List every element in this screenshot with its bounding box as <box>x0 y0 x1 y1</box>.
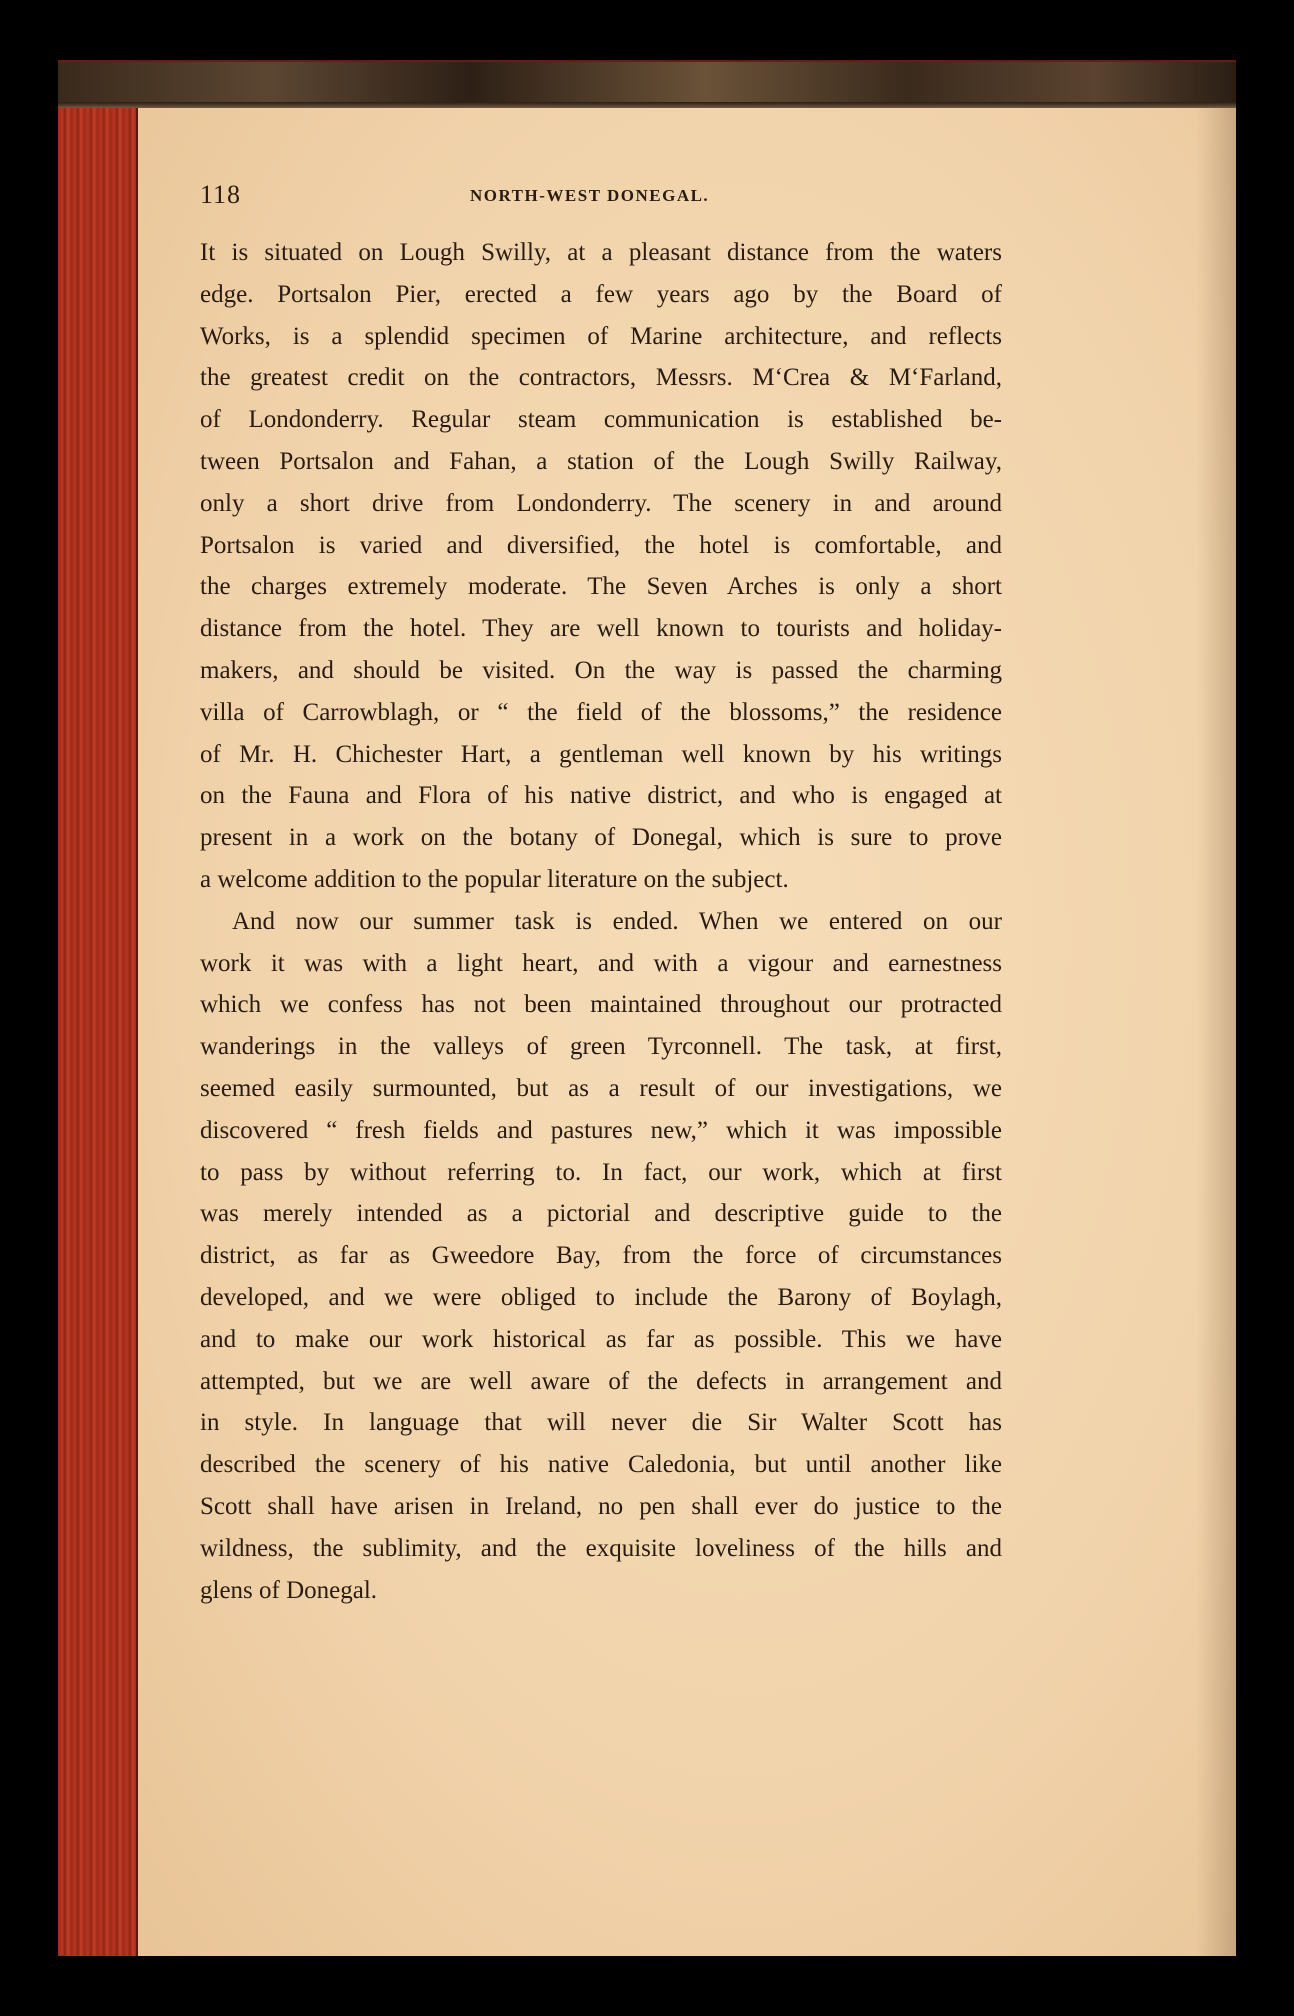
text-line: villa of Carrowblagh, or “ the field of the blossoms,” the residence <box>200 698 1002 726</box>
body-text <box>200 232 1002 1611</box>
text-line: wanderings in the valleys of green Tyrconnell. The task, at first, <box>200 1033 1002 1061</box>
text-line: which we confess has not been maintained throughout our protracted <box>200 991 1002 1019</box>
text-line: was merely intended as a pictorial and descriptive guide to the <box>200 1200 1002 1228</box>
text-line: seemed easily surmounted, but as a result of our investigations, we <box>200 1074 1002 1102</box>
running-title: NORTH-WEST DONEGAL. <box>470 186 710 205</box>
text-line: And now our summer task is ended. When we entered on our <box>232 907 1002 935</box>
text-line: Scott shall have arisen in Ireland, no pen shall ever do justice to the <box>200 1492 1002 1520</box>
text-line: district, as far as Gweedore Bay, from the force of circumstances <box>200 1242 1002 1270</box>
text-line: only a short drive from Londonderry. The scenery in and around <box>200 489 1002 517</box>
text-line: glens of Donegal. <box>200 1576 378 1604</box>
text-line: and to make our work historical as far as possible. This we have <box>200 1325 1002 1353</box>
page-number: 118 <box>200 180 242 209</box>
text-line: a welcome addition to the popular literature on the subject. <box>200 865 789 893</box>
text-line: of Mr. H. Chichester Hart, a gentleman well known by his writings <box>200 740 1002 768</box>
text-line: the greatest credit on the contractors, Messrs. M‘Crea & M‘Farland, <box>200 364 1002 392</box>
text-line: attempted, but we are well aware of the defects in arrangement and <box>200 1367 1002 1395</box>
text-line: tween Portsalon and Fahan, a station of the Lough Swilly Railway, <box>200 447 1002 475</box>
paragraph-1 <box>200 232 1002 901</box>
text-line: work it was with a light heart, and with a vigour and earnestness <box>200 949 1002 977</box>
text-line: in style. In language that will never die Sir Walter Scott has <box>200 1409 1002 1437</box>
text-line: developed, and we were obliged to include the Barony of Boylagh, <box>200 1283 1002 1311</box>
book-top-edge <box>58 62 1236 110</box>
text-line: Works, is a splendid specimen of Marine architecture, and reflects <box>200 322 1002 350</box>
text-line: makers, and should be visited. On the way is passed the charming <box>200 656 1002 684</box>
paragraph-2 <box>200 901 1002 1612</box>
text-line: described the scenery of his native Caledonia, but until another like <box>200 1451 1002 1479</box>
text-line: distance from the hotel. They are well known to tourists and holiday- <box>200 615 1002 643</box>
text-line: wildness, the sublimity, and the exquisite loveliness of the hills and <box>200 1534 1002 1562</box>
text-line: to pass by without referring to. In fact, our work, which at first <box>200 1158 1002 1186</box>
page-edges-red <box>58 108 139 1956</box>
text-line: of Londonderry. Regular steam communication is established be- <box>200 406 1002 434</box>
text-line: the charges extremely moderate. The Seven Arches is only a short <box>200 573 1002 601</box>
text-line: discovered “ fresh fields and pastures new,” which it was impossible <box>200 1116 1002 1144</box>
text-line: edge. Portsalon Pier, erected a few years ago by the Board of <box>200 280 1002 308</box>
text-line: present in a work on the botany of Donegal, which is sure to prove <box>200 824 1002 852</box>
running-head <box>200 180 1140 230</box>
text-line: on the Fauna and Flora of his native district, and who is engaged at <box>200 782 1002 810</box>
text-line: Portsalon is varied and diversified, the hotel is comfortable, and <box>200 531 1002 559</box>
text-line: It is situated on Lough Swilly, at a pleasant distance from the waters <box>200 239 1002 266</box>
